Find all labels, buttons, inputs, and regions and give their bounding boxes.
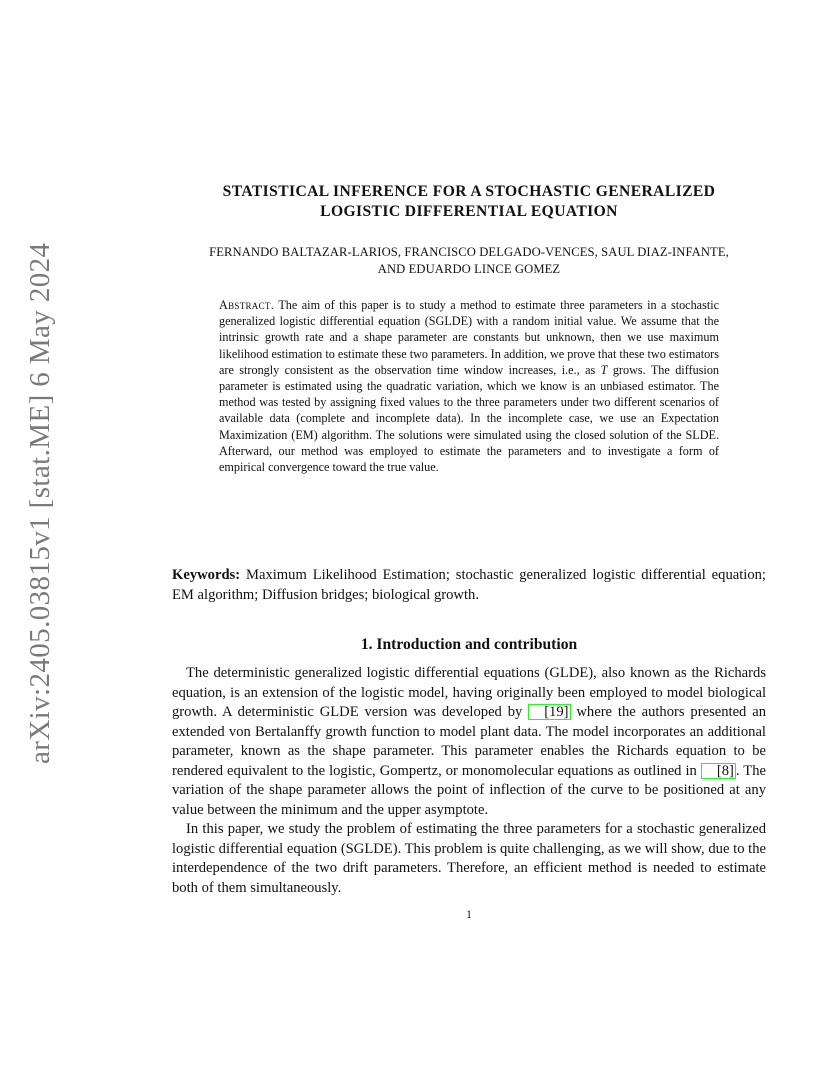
abstract-label: Abstract. <box>219 298 275 312</box>
arxiv-stamp: arXiv:2405.03815v1 [stat.ME] 6 May 2024 <box>24 242 56 764</box>
paragraph-text: where the authors presented an extended von Bertalanffy growth function to model plant data. The model incorporates an additional parameter, known as the shape parameter. This parameter enables the Richards equation to be rendered equivalent to the logistic, Gompertz, or monomolecular equations as outlined in <box>172 704 766 779</box>
keywords-label: Keywords: <box>172 567 241 583</box>
author-line: FERNANDO BALTAZAR-LARIOS, FRANCISCO DELGADO-VENCES, SAUL DIAZ-INFANTE, <box>209 245 729 259</box>
citation-link[interactable]: [8] <box>701 763 736 779</box>
page-number: 1 <box>466 909 472 921</box>
title-line: LOGISTIC DIFFERENTIAL EQUATION <box>320 203 618 220</box>
keywords-text: Maximum Likelihood Estimation; stochastic generalized logistic differential equation; EM algorithm; Diffusion bridges; biological growth. <box>172 567 766 603</box>
author-line: AND EDUARDO LINCE GOMEZ <box>377 262 561 276</box>
author-list <box>172 244 766 278</box>
abstract-text: The aim of this paper is to study a method to estimate three parameters in a stochastic generalized logistic differential equation (SGLDE) with a random initial value. We assume that the intrinsic growth rate and a shape parameter are constants but unknown, then we use maximum likelihood estimation to estimate these two parameters. In addition, we prove that these two estimators are strongly consistent as the observation time window increases, i.e., as <box>219 298 720 377</box>
abstract-math-T: T <box>600 362 608 377</box>
paragraph <box>172 664 766 820</box>
abstract <box>219 297 719 475</box>
paper-title <box>172 182 766 222</box>
title-line: STATISTICAL INFERENCE FOR A STOCHASTIC GENERALIZED <box>222 183 716 200</box>
keywords <box>172 566 766 605</box>
citation-link[interactable]: [19] <box>528 704 570 720</box>
paragraph-text: . The variation of the shape parameter allows the point of inflection of the curve to be positioned at any value between the minimum and the upper asymptote. <box>172 762 766 818</box>
body-text <box>172 664 766 898</box>
section-heading: 1. Introduction and contribution <box>360 636 578 653</box>
paragraph-text: The deterministic generalized logistic differential equations (GLDE), also known as the Richards equation, is an extension of the logistic model, having originally been employed to model biological growth. A deterministic GLDE version was developed by <box>172 665 766 720</box>
paragraph: In this paper, we study the problem of estimating the three parameters for a stochastic generalized logistic differential equation (SGLDE). This problem is quite challenging, as we will show, due to the interdependence of the two drift parameters. Therefore, an efficient method is needed to estimate both of them simultaneously. <box>172 821 766 896</box>
abstract-text-cont: grows. The diffusion parameter is estimated using the quadratic variation, which we know is an unbiased estimator. The method was tested by assigning fixed values to the three parameters under two different scenarios of available data (complete and incomplete data). In the incomplete case, we use an Expectation Maximization (EM) algorithm. The solutions were simulated using the closed solution of the SLDE. Afterward, our method was employed to estimate the parameters and to investigate a form of empirical convergence toward the true value. <box>219 362 720 475</box>
